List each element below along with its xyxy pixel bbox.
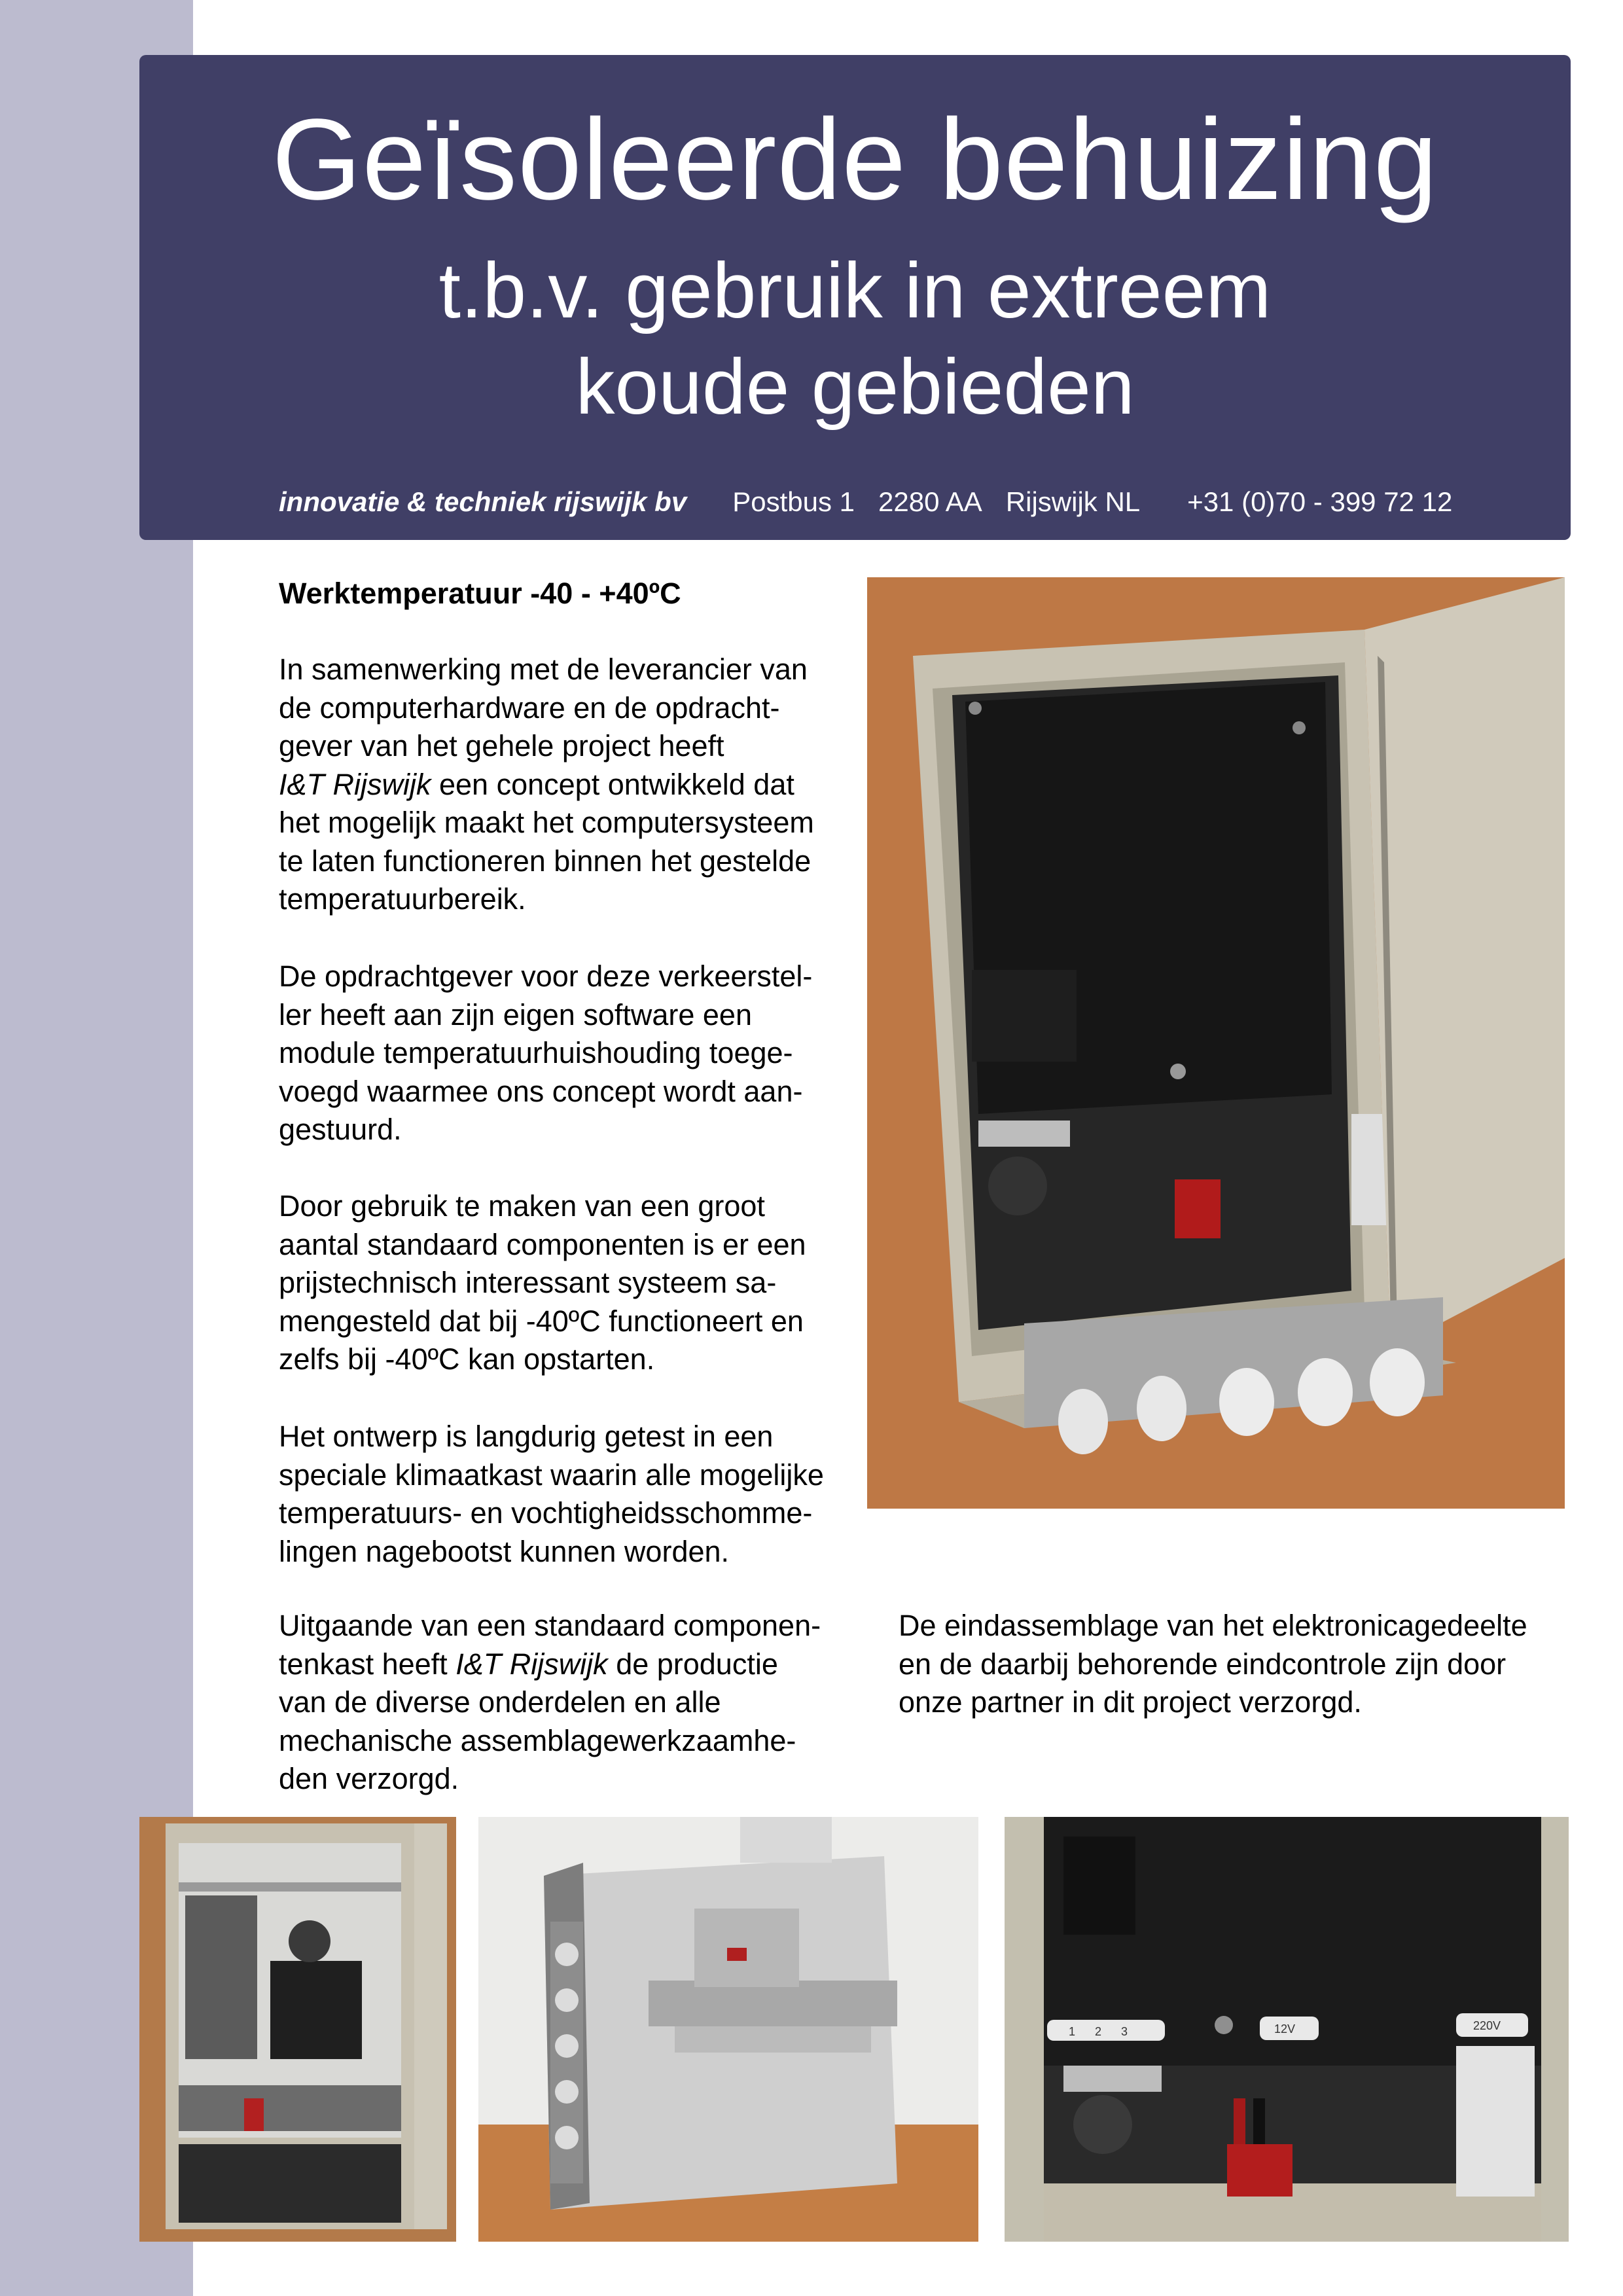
contact-line — [279, 486, 1452, 518]
city: Rijswijk NL — [1005, 486, 1141, 517]
postcode: 2280 AA — [878, 486, 982, 517]
paragraph-4: Het ontwerp is langdurig getest in een speciale klimaatkast waarin alle mogelijke temperatuurs- en vochtigheidsschomme- lingen nagebootst kunnen worden. — [279, 1420, 824, 1568]
photo-enclosure-rear — [478, 1817, 978, 2242]
section-title: Werktemperatuur -40 - +40ºC — [279, 577, 681, 610]
paragraph-1-text-b: een concept ontwikkeld dat het mogelijk maakt het computersysteem te laten functioneren binnen het gestelde temperatuurbereik. — [279, 767, 814, 916]
paragraph-5-text-b: de productie van de diverse onderdelen en alle mechanische assemblagewerkzaamhe- den verzorgd. — [279, 1647, 796, 1795]
paragraph-5-text-a: Uitgaande van een standaard componen- tenkast heeft — [279, 1609, 821, 1681]
label-12v: 12V — [1274, 2022, 1296, 2036]
label-number-3: 3 — [1121, 2025, 1128, 2038]
postbus: Postbus 1 — [732, 486, 855, 517]
subtitle-line-2: koude gebieden — [575, 343, 1135, 431]
label-plate-numbers — [1047, 2020, 1165, 2041]
paragraph-1 — [279, 651, 842, 919]
page-title: Geïsoleerde behuizing — [272, 96, 1438, 224]
phone-number: +31 (0)70 - 399 72 12 — [1187, 486, 1453, 517]
paragraph-3: Door gebruik te maken van een groot aantal standaard componenten is er een prijstechnisch interessant systeem sa- mengesteld dat bij -40ºC functioneert en zelfs bij -40ºC kan opstarten. — [279, 1189, 806, 1376]
label-220v: 220V — [1473, 2019, 1501, 2032]
photo-open-enclosure — [867, 577, 1565, 1509]
photo-panel-closeup — [1005, 1817, 1569, 2242]
photo-caption-paragraph: De eindassemblage van het elektronicagedeelte en de daarbij behorende eindcontrole zijn door onze partner in dit project verzorgd. — [899, 1609, 1527, 1719]
paragraph-5 — [279, 1607, 842, 1799]
company-name: innovatie & techniek rijswijk bv — [279, 486, 687, 517]
company-mention: I&T Rijswijk — [455, 1647, 608, 1681]
company-mention: I&T Rijswijk — [279, 767, 431, 801]
label-number-2: 2 — [1095, 2025, 1102, 2038]
paragraph-1-text-a: In samenwerking met de leverancier van de computerhardware en de opdracht- gever van het gehele project heeft — [279, 653, 808, 762]
subtitle-line-1: t.b.v. gebruik in extreem — [438, 247, 1272, 334]
header-banner — [139, 55, 1571, 540]
paragraph-2: De opdrachtgever voor deze verkeerstel- ler heeft aan zijn eigen software een module temperatuurhuishouding toege- voegd waarmee ons concept wordt aan- gestuurd. — [279, 960, 813, 1146]
label-number-1: 1 — [1069, 2025, 1076, 2038]
photo-enclosure-interior — [139, 1817, 456, 2242]
